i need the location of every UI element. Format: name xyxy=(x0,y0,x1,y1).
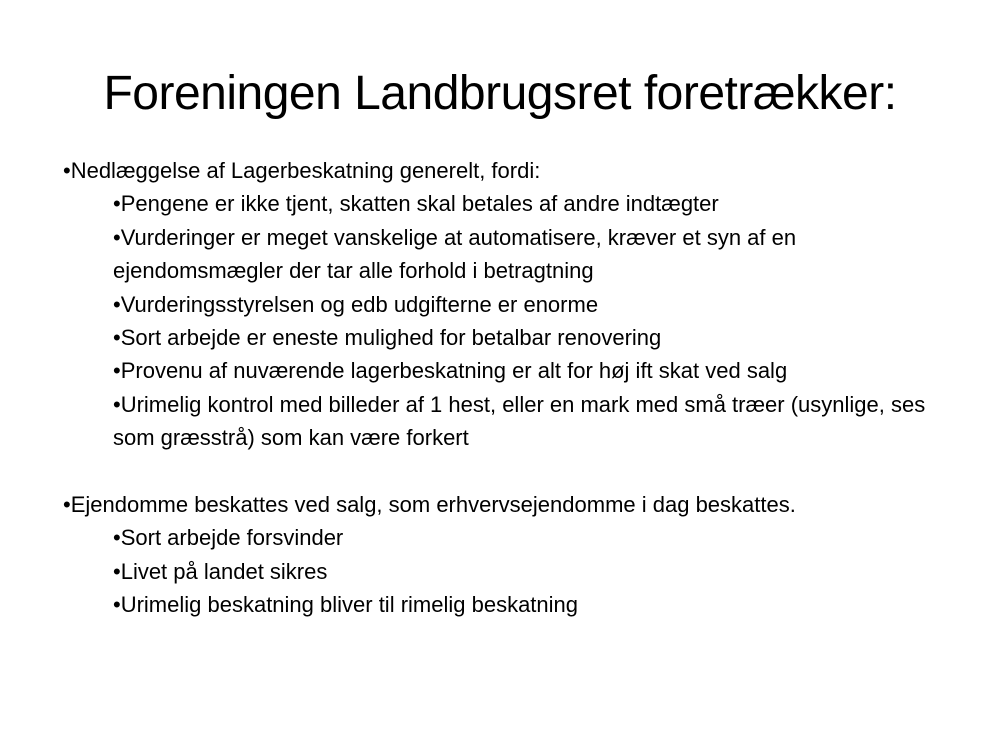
bullet-text: Vurderingsstyrelsen og edb udgifterne er enorme xyxy=(120,291,599,317)
bullet-main-1: •Nedlæggelse af Lagerbeskatning generelt, fordi: xyxy=(63,158,541,183)
sub-bullet-2-1: •Sort arbejde forsvinder xyxy=(113,525,344,551)
sub-bullet-1-1: •Pengene er ikke tjent, skatten skal betales af andre indtægter xyxy=(113,191,719,217)
sub-bullet-1-5: •Provenu af nuværende lagerbeskatning er alt for høj ift skat ved salg xyxy=(113,358,788,384)
bullet-text: Urimelig kontrol med billeder af 1 hest, eller en mark med små træer (usynlige, ses som græsstrå) som kan være forkert xyxy=(113,391,926,451)
section-spacer xyxy=(63,455,963,488)
bullet-list xyxy=(63,154,963,622)
sub-bullet-2-2: •Livet på landet sikres xyxy=(113,558,328,584)
bullet-text: Vurderinger er meget vanskelige at automatisere, kræver et syn af en ejendomsmægler der tar alle forhold i betragtning xyxy=(113,224,797,284)
sub-bullet-1-3: •Vurderingsstyrelsen og edb udgifterne er enorme xyxy=(113,291,599,317)
sub-bullet-1-2: •Vurderinger er meget vanskelige at automatisere, kræver et syn af en ejendomsmægler der tar alle forhold i betragtning xyxy=(113,224,797,284)
sub-bullet-1-6: •Urimelig kontrol med billeder af 1 hest, eller en mark med små træer (usynlige, ses som græsstrå) som kan være forkert xyxy=(113,391,926,451)
sub-bullet-1-4: •Sort arbejde er eneste mulighed for betalbar renovering xyxy=(113,325,662,351)
bullet-text: Nedlæggelse af Lagerbeskatning generelt, fordi: xyxy=(70,158,541,183)
slide-title: Foreningen Landbrugsret foretrækker: xyxy=(103,67,897,120)
bullet-text: Pengene er ikke tjent, skatten skal betales af andre indtægter xyxy=(120,191,719,217)
bullet-main-2: •Ejendomme beskattes ved salg, som erhvervsejendomme i dag beskattes. xyxy=(63,492,796,518)
bullet-text: Sort arbejde er eneste mulighed for betalbar renovering xyxy=(120,325,662,351)
sub-bullet-2-3: •Urimelig beskatning bliver til rimelig beskatning xyxy=(113,592,579,618)
bullet-text: Provenu af nuværende lagerbeskatning er alt for høj ift skat ved salg xyxy=(120,358,788,384)
bullet-text: Urimelig beskatning bliver til rimelig beskatning xyxy=(120,592,579,618)
bullet-text: Sort arbejde forsvinder xyxy=(120,525,344,551)
bullet-text: Livet på landet sikres xyxy=(120,558,328,584)
bullet-text: Ejendomme beskattes ved salg, som erhvervsejendomme i dag beskattes. xyxy=(70,492,796,518)
